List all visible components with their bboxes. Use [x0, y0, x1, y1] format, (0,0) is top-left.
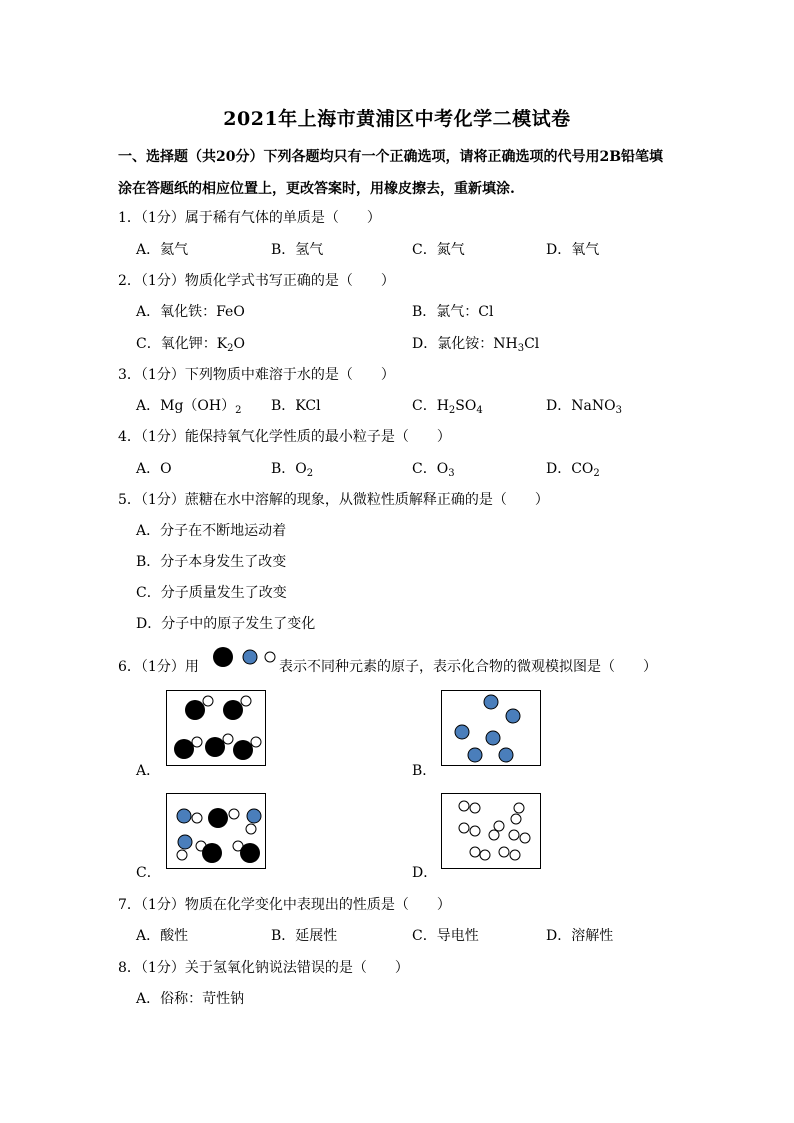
q1-option-c: C．氮气: [412, 242, 465, 258]
question-8-stem: 8．（1分）关于氢氧化钠说法错误的是（ ）: [118, 960, 409, 976]
q6-option-d-diagram: [441, 793, 541, 869]
q4-option-a: A．O: [136, 461, 172, 477]
q5-option-b: B．分子本身发生了改变: [136, 554, 287, 570]
q4-option-d: D．$CO_2$: [546, 461, 600, 479]
white-atom-legend: [265, 652, 275, 662]
q2-option-b: B．氯气：Cl: [412, 304, 494, 320]
q6-option-c-label: C．: [136, 865, 161, 881]
q5-option-d: D．分子中的原子发生了变化: [136, 616, 316, 632]
atom-legend: [210, 644, 280, 670]
blue-atom-legend: [243, 650, 257, 664]
q5-option-a: A．分子在不断地运动着: [136, 523, 287, 539]
question-7-stem: 7．（1分）物质在化学变化中表现出的性质是（ ）: [118, 897, 451, 913]
q1-option-b: B．氢气: [271, 242, 324, 258]
q2-option-c: C．氧化钾：$K_2O$: [136, 336, 246, 354]
paper-title: 2021年上海市黄浦区中考化学二模试卷: [223, 108, 571, 130]
q6-option-b-diagram: [441, 690, 541, 766]
black-atom-legend: [213, 647, 233, 667]
section-instructions-line2: 涂在答题纸的相应位置上，更改答案时，用橡皮擦去，重新填涂.: [118, 181, 515, 197]
question-4-stem: 4．（1分）能保持氧气化学性质的最小粒子是（ ）: [118, 429, 451, 445]
q2-option-a: A．氧化铁：FeO: [136, 304, 245, 320]
q6-option-d-label: D．: [412, 865, 438, 881]
q4-option-b: B．$O_2$: [271, 461, 314, 479]
question-1-stem: 1．（1分）属于稀有气体的单质是（ ）: [118, 210, 381, 226]
question-6-stem-pre: 6．（1分）用: [118, 659, 199, 675]
q1-option-d: D．氧气: [546, 242, 600, 258]
q6-option-b-label: B．: [412, 763, 437, 779]
question-6-stem-post: 表示不同种元素的原子，表示化合物的微观模拟图是（ ）: [279, 659, 657, 675]
q7-option-a: A．酸性: [136, 928, 189, 944]
q2-option-d: D．氯化铵：$NH_3Cl$: [412, 336, 540, 354]
q6-option-a-label: A．: [136, 763, 161, 779]
q8-option-a: A．俗称：苛性钠: [136, 991, 245, 1007]
q3-option-d: D．NaNO$_3$: [546, 398, 622, 416]
question-2-stem: 2．（1分）物质化学式书写正确的是（ ）: [118, 273, 395, 289]
q3-option-a: A．$Mg(OH)_2$: [136, 398, 242, 416]
question-5-stem: 5．（1分）蔗糖在水中溶解的现象，从微粒性质解释正确的是（ ）: [118, 492, 549, 508]
section-instructions-line1: 一、选择题（共20分）下列各题均只有一个正确选项，请将正确选项的代号用2B铅笔填: [118, 149, 664, 165]
q7-option-c: C．导电性: [412, 928, 479, 944]
q7-option-b: B．延展性: [271, 928, 338, 944]
q1-option-a: A．氦气: [136, 242, 189, 258]
q3-option-b: B．KCl: [271, 398, 321, 414]
q6-option-c-diagram: [166, 793, 266, 869]
q6-option-a-diagram: [166, 690, 266, 766]
q4-option-c: C．$O_3$: [412, 461, 455, 479]
q5-option-c: C．分子质量发生了改变: [136, 585, 287, 601]
q7-option-d: D．溶解性: [546, 928, 614, 944]
q3-option-c: C．$H_2SO_4$: [412, 398, 483, 416]
question-3-stem: 3．（1分）下列物质中难溶于水的是（ ）: [118, 367, 395, 383]
